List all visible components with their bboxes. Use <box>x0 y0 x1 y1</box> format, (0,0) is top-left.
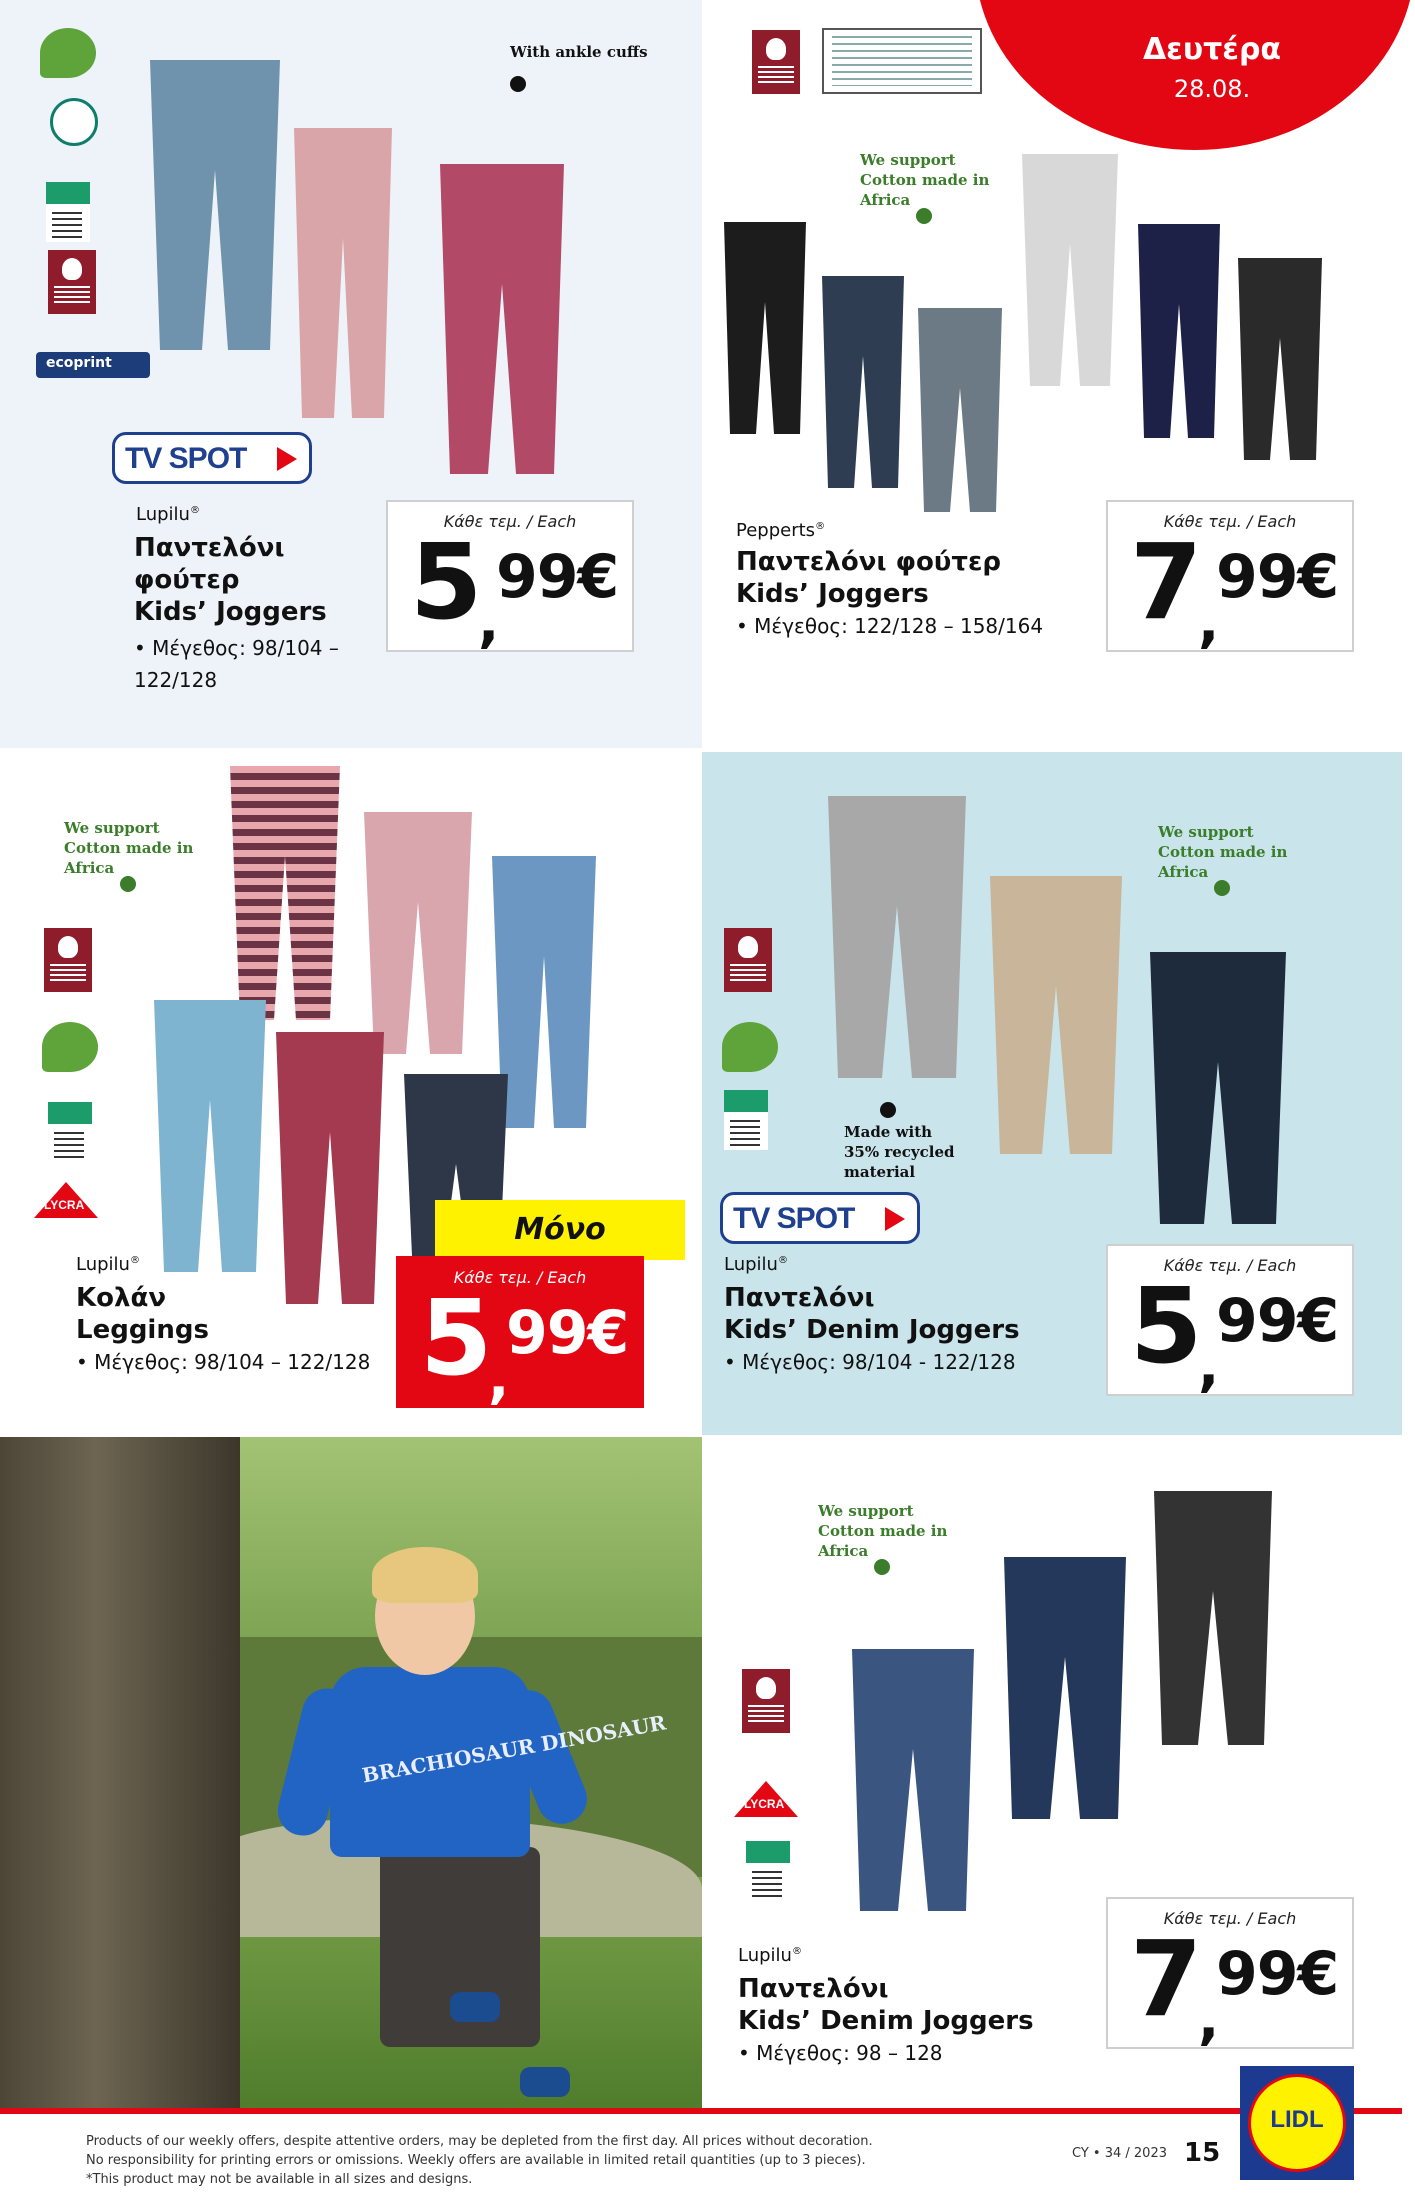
product-panel-kids-joggers-lupilu <box>0 0 702 748</box>
pants-image <box>360 812 476 1062</box>
pants-image <box>226 766 344 1028</box>
product-panel-denim-joggers-blue <box>702 1437 1402 2109</box>
feature-note: With ankle cuffs <box>510 43 648 61</box>
product-panel-denim-joggers-grey <box>702 752 1402 1435</box>
price-box: Κάθε τεμ. / Each 5 , 99€ <box>396 1256 644 1408</box>
pants-image <box>1150 1491 1276 1753</box>
day-name: Δευτέρα <box>1142 32 1282 67</box>
support-note: We support Cotton made in Africa <box>1158 823 1288 881</box>
pants-image <box>288 128 398 428</box>
product-brand: Lupilu® <box>724 1254 788 1275</box>
product-brand: Lupilu® <box>136 504 200 525</box>
note-dot <box>120 876 136 892</box>
issue-code: CY • 34 / 2023 <box>1072 2146 1167 2161</box>
lidl-logo[interactable] <box>1240 2066 1354 2180</box>
page-number: 15 <box>1184 2138 1221 2168</box>
leaf-icon <box>40 28 96 78</box>
support-note: We support Cotton made in Africa <box>860 151 990 209</box>
support-note: We support Cotton made in Africa <box>64 819 194 877</box>
cotton-made-in-africa-icon <box>742 1669 790 1733</box>
oeko-tex-icon <box>46 182 90 242</box>
product-size: • Μέγεθος: 98 – 128 <box>738 2041 943 2065</box>
cotton-made-in-africa-icon <box>44 928 92 992</box>
recycle-icon <box>50 98 98 146</box>
pants-image <box>432 164 572 484</box>
oeko-tex-icon <box>724 1090 768 1150</box>
footer-disclaimer: Products of our weekly offers, despite attentive orders, may be depleted from the first day. All prices without decoration. No responsibility for printing errors or omissions. Weekly offers are available in limited retail quantities (up to 3 pieces). *This product may not be available in all sizes and designs. <box>86 2134 873 2187</box>
pants-image <box>150 1000 270 1280</box>
recycled-note: Made with 35% recycled material <box>844 1123 955 1181</box>
ecoprint-icon: ecoprint <box>36 352 150 378</box>
logo-text: LIDL <box>1270 2106 1324 2133</box>
oeko-tex-icon <box>48 1102 92 1162</box>
product-name: Κολάν Leggings <box>76 1283 209 1345</box>
price-box: Κάθε τεμ. / Each 7 , 99€ <box>1106 1897 1354 2049</box>
pants-image <box>818 276 908 496</box>
only-price-tag: Μόνο <box>435 1200 685 1260</box>
photo-tree <box>0 1437 240 2109</box>
oeko-tex-icon <box>746 1841 790 1901</box>
product-size: • Μέγεθος: 98/104 - 122/128 <box>724 1350 1016 1374</box>
support-note: We support Cotton made in Africa <box>818 1502 948 1560</box>
note-dot <box>1214 880 1230 896</box>
price-box: Κάθε τεμ. / Each 7 , 99€ <box>1106 500 1354 652</box>
oeko-tex-icon <box>822 28 982 94</box>
lycra-icon: LYCRA <box>734 1781 798 1817</box>
pants-image <box>720 222 810 442</box>
play-icon <box>885 1207 905 1231</box>
leaf-icon <box>42 1022 98 1072</box>
product-brand: Lupilu® <box>76 1254 140 1275</box>
pants-image <box>1234 258 1326 468</box>
pants-image <box>1000 1557 1130 1827</box>
pants-image <box>1134 224 1224 446</box>
lifestyle-photo <box>0 1437 702 2109</box>
pants-image <box>1144 952 1292 1232</box>
product-size: • Μέγεθος: 122/128 – 158/164 <box>736 614 1044 638</box>
cotton-made-in-africa-icon <box>48 250 96 314</box>
price-box: Κάθε τεμ. / Each 5 , 99€ <box>386 500 634 652</box>
kid-hair <box>372 1547 478 1603</box>
price-box: Κάθε τεμ. / Each 5 , 99€ <box>1106 1244 1354 1396</box>
product-name: Παντελόνι Kids’ Denim Joggers <box>738 1974 1034 2036</box>
tv-spot-badge[interactable]: TV SPOT <box>720 1192 920 1244</box>
cotton-made-in-africa-icon <box>752 30 800 94</box>
note-dot <box>916 208 932 224</box>
note-dot <box>510 76 526 92</box>
product-size: • Μέγεθος: 98/104 – 122/128 <box>76 1350 371 1374</box>
product-name: Παντελόνι φούτερ Kids’ Joggers <box>736 547 1002 609</box>
product-brand: Pepperts® <box>736 520 826 541</box>
pants-image <box>140 60 290 360</box>
footer-divider <box>0 2108 1402 2114</box>
pants-image <box>984 876 1128 1162</box>
pants-image <box>272 1032 388 1312</box>
note-dot <box>880 1102 896 1118</box>
play-icon <box>277 447 297 471</box>
kid-shoe <box>520 2067 570 2097</box>
day-date: 28.08. <box>1173 75 1251 103</box>
pants-image <box>822 796 972 1086</box>
kid-shoe <box>450 1992 500 2022</box>
product-name: Παντελόνι Kids’ Denim Joggers <box>724 1283 1020 1345</box>
leaf-icon <box>722 1022 778 1072</box>
lycra-icon: LYCRA <box>34 1182 98 1218</box>
note-dot <box>874 1559 890 1575</box>
product-size: • Μέγεθος: 98/104 – 122/128 <box>134 636 339 692</box>
pants-image <box>848 1649 978 1919</box>
cotton-made-in-africa-icon <box>724 928 772 992</box>
product-brand: Lupilu® <box>738 1945 802 1966</box>
tv-spot-badge[interactable]: TV SPOT <box>112 432 312 484</box>
product-name: Παντελόνι φούτερ Kids’ Joggers <box>134 533 327 627</box>
pants-image <box>914 308 1006 520</box>
shirt-print: BRACHIOSAUR DINOSAUR <box>360 1710 668 1788</box>
pants-image <box>1018 154 1122 394</box>
